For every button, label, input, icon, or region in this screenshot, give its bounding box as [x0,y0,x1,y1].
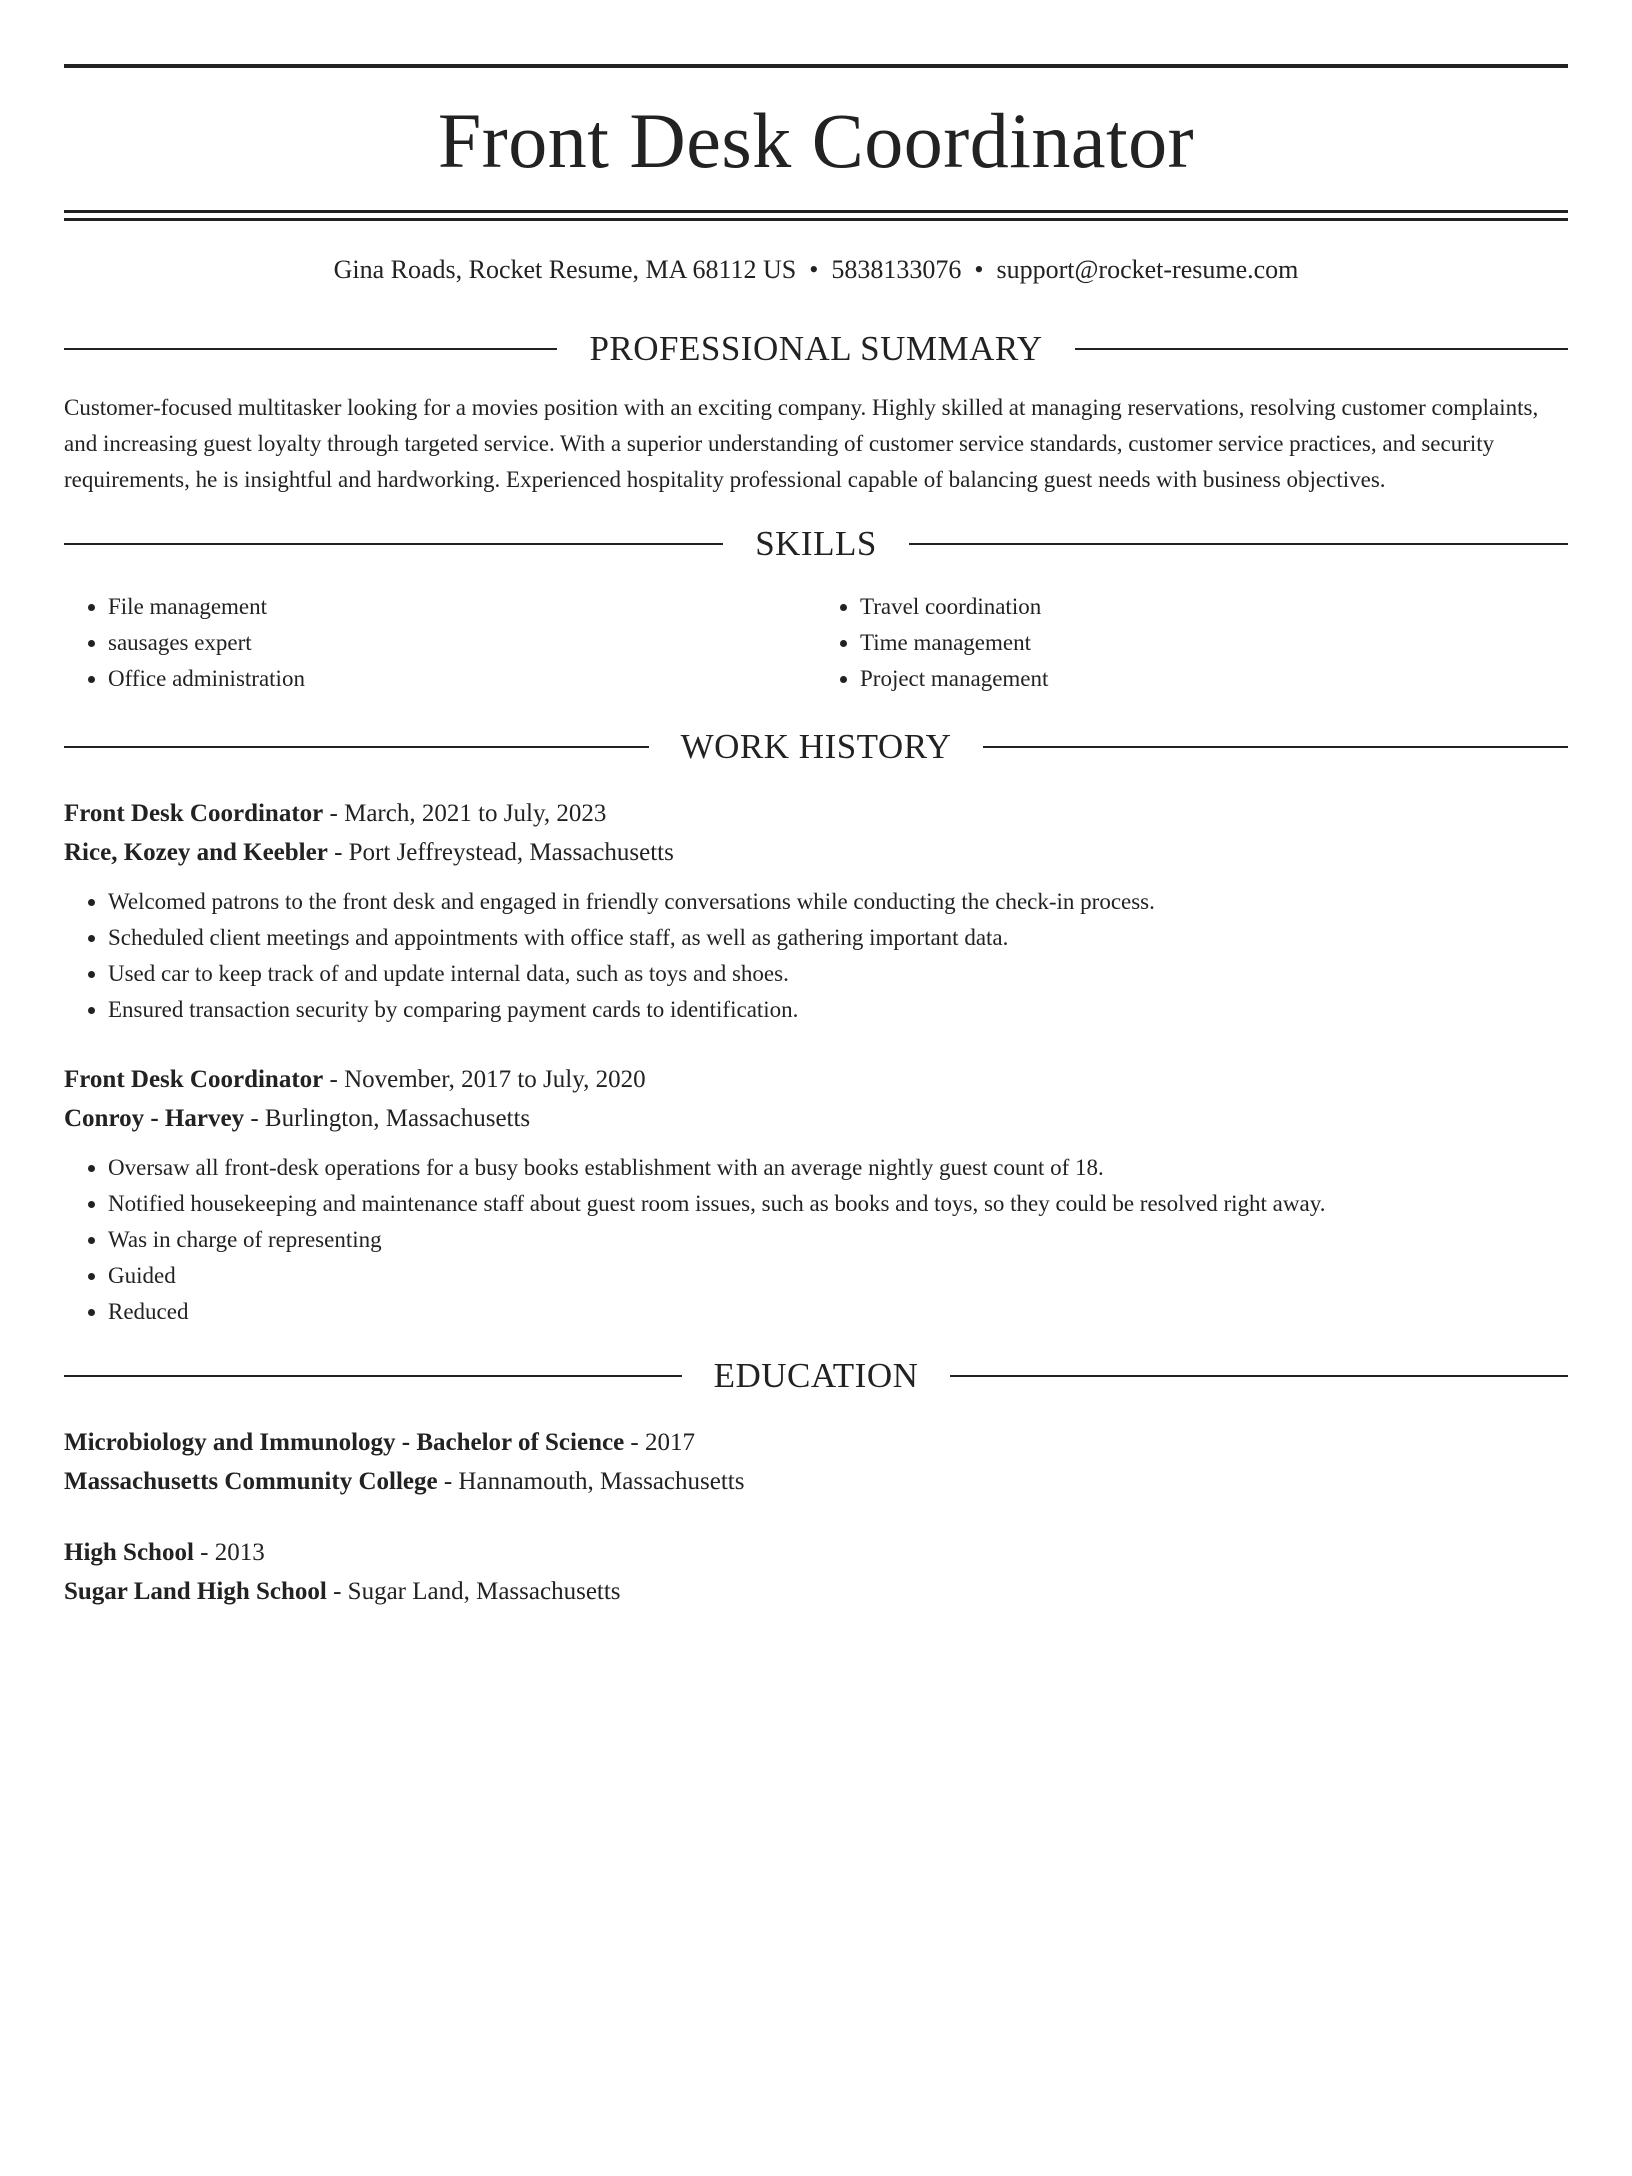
job-bullet: • Ensured transaction security by comparing payment cards to identification. [108,992,1568,1028]
job-bullet: • Notified housekeeping and maintenance staff about guest room issues, such as books and toys, so they could be resolved right away. [108,1186,1568,1222]
work-title: WORK HISTORY [680,727,952,766]
job-dates: - November, 2017 to July, 2020 [323,1066,646,1093]
job-title-row [64,794,1568,833]
education-entry [64,1533,1568,1611]
job-bullets [64,884,1568,1028]
skills-title: SKILLS [755,524,877,563]
job-bullet: • Oversaw all front-desk operations for a busy books establishment with an average nightly guest count of 18. [108,1150,1568,1186]
contact-email: support@rocket-resume.com [996,255,1299,284]
skills-list [64,589,1568,697]
heading-rule [64,543,723,545]
job-location: - Burlington, Massachusetts [244,1105,531,1132]
education-school-row [64,1462,1568,1501]
contact-line [64,257,1568,283]
summary-title: PROFESSIONAL SUMMARY [589,329,1043,368]
skill-item: • Project management [860,661,1568,697]
education-entry [64,1423,1568,1501]
job-bullets [64,1150,1568,1330]
education-year: - 2017 [624,1429,695,1456]
job-company-row [64,1099,1568,1138]
job-company-row [64,833,1568,872]
heading-rule [950,1375,1568,1377]
education-school: Massachusetts Community College [64,1468,438,1495]
job-company: Rice, Kozey and Keebler [64,839,328,866]
contact-address: Gina Roads, Rocket Resume, MA 68112 US [333,255,797,284]
skill-item: • File management [108,589,816,625]
education-heading [64,1358,1568,1393]
job-bullet: • Used car to keep track of and update internal data, such as toys and shoes. [108,956,1568,992]
job-entry [64,794,1568,1028]
heading-rule [983,746,1568,748]
education-degree-row [64,1423,1568,1462]
contact-separator: • [974,255,984,284]
education-school-row [64,1572,1568,1611]
job-company: Conroy - Harvey [64,1105,245,1132]
skill-item: • sausages expert [108,625,816,661]
education-location: - Sugar Land, Massachusetts [326,1578,621,1605]
education-location: - Hannamouth, Massachusetts [437,1468,745,1495]
skill-item: • Travel coordination [860,589,1568,625]
top-rule [64,64,1568,68]
education-school: Sugar Land High School [64,1578,327,1605]
skills-heading [64,526,1568,561]
job-bullet: • Was in charge of representing [108,1222,1568,1258]
title-double-rule [64,210,1568,221]
education-degree: High School [64,1539,194,1566]
education-title: EDUCATION [713,1356,919,1395]
job-bullet: • Welcomed patrons to the front desk and engaged in friendly conversations while conducting the check-in process. [108,884,1568,920]
job-bullet: • Guided [108,1258,1568,1294]
heading-rule [64,746,649,748]
job-entry [64,1060,1568,1330]
skills-column-right [816,589,1568,697]
heading-rule [1075,348,1568,350]
skill-item: • Office administration [108,661,816,697]
summary-heading [64,331,1568,366]
education-degree-row [64,1533,1568,1572]
skills-column-left [64,589,816,697]
resume-title: Front Desk Coordinator [437,97,1195,184]
job-position: Front Desk Coordinator [64,1066,324,1093]
resume-page [0,64,1632,2176]
summary-text: Customer-focused multitasker looking for a movies position with an exciting company. Highly skilled at managing reservations, resolving customer complaints, and increasing guest loyalty through targeted service. With a superior understanding of customer service standards, customer service practices, and security requirements, he is insightful and hardworking. Experienced hospitality professional capable of balancing guest needs with business objectives. [64,395,1539,492]
work-heading [64,729,1568,764]
job-bullet: • Reduced [108,1294,1568,1330]
education-degree: Microbiology and Immunology - Bachelor of Science [64,1429,625,1456]
skill-item: • Time management [860,625,1568,661]
job-location: - Port Jeffreystead, Massachusetts [327,839,674,866]
contact-phone: 5838133076 [831,255,962,284]
job-position: Front Desk Coordinator [64,800,324,827]
education-year: - 2013 [193,1539,265,1566]
job-bullet: • Scheduled client meetings and appointments with office staff, as well as gathering important data. [108,920,1568,956]
heading-rule [64,1375,682,1377]
contact-separator: • [809,255,819,284]
job-title-row [64,1060,1568,1099]
heading-rule [909,543,1568,545]
heading-rule [64,348,557,350]
job-dates: - March, 2021 to July, 2023 [323,800,607,827]
